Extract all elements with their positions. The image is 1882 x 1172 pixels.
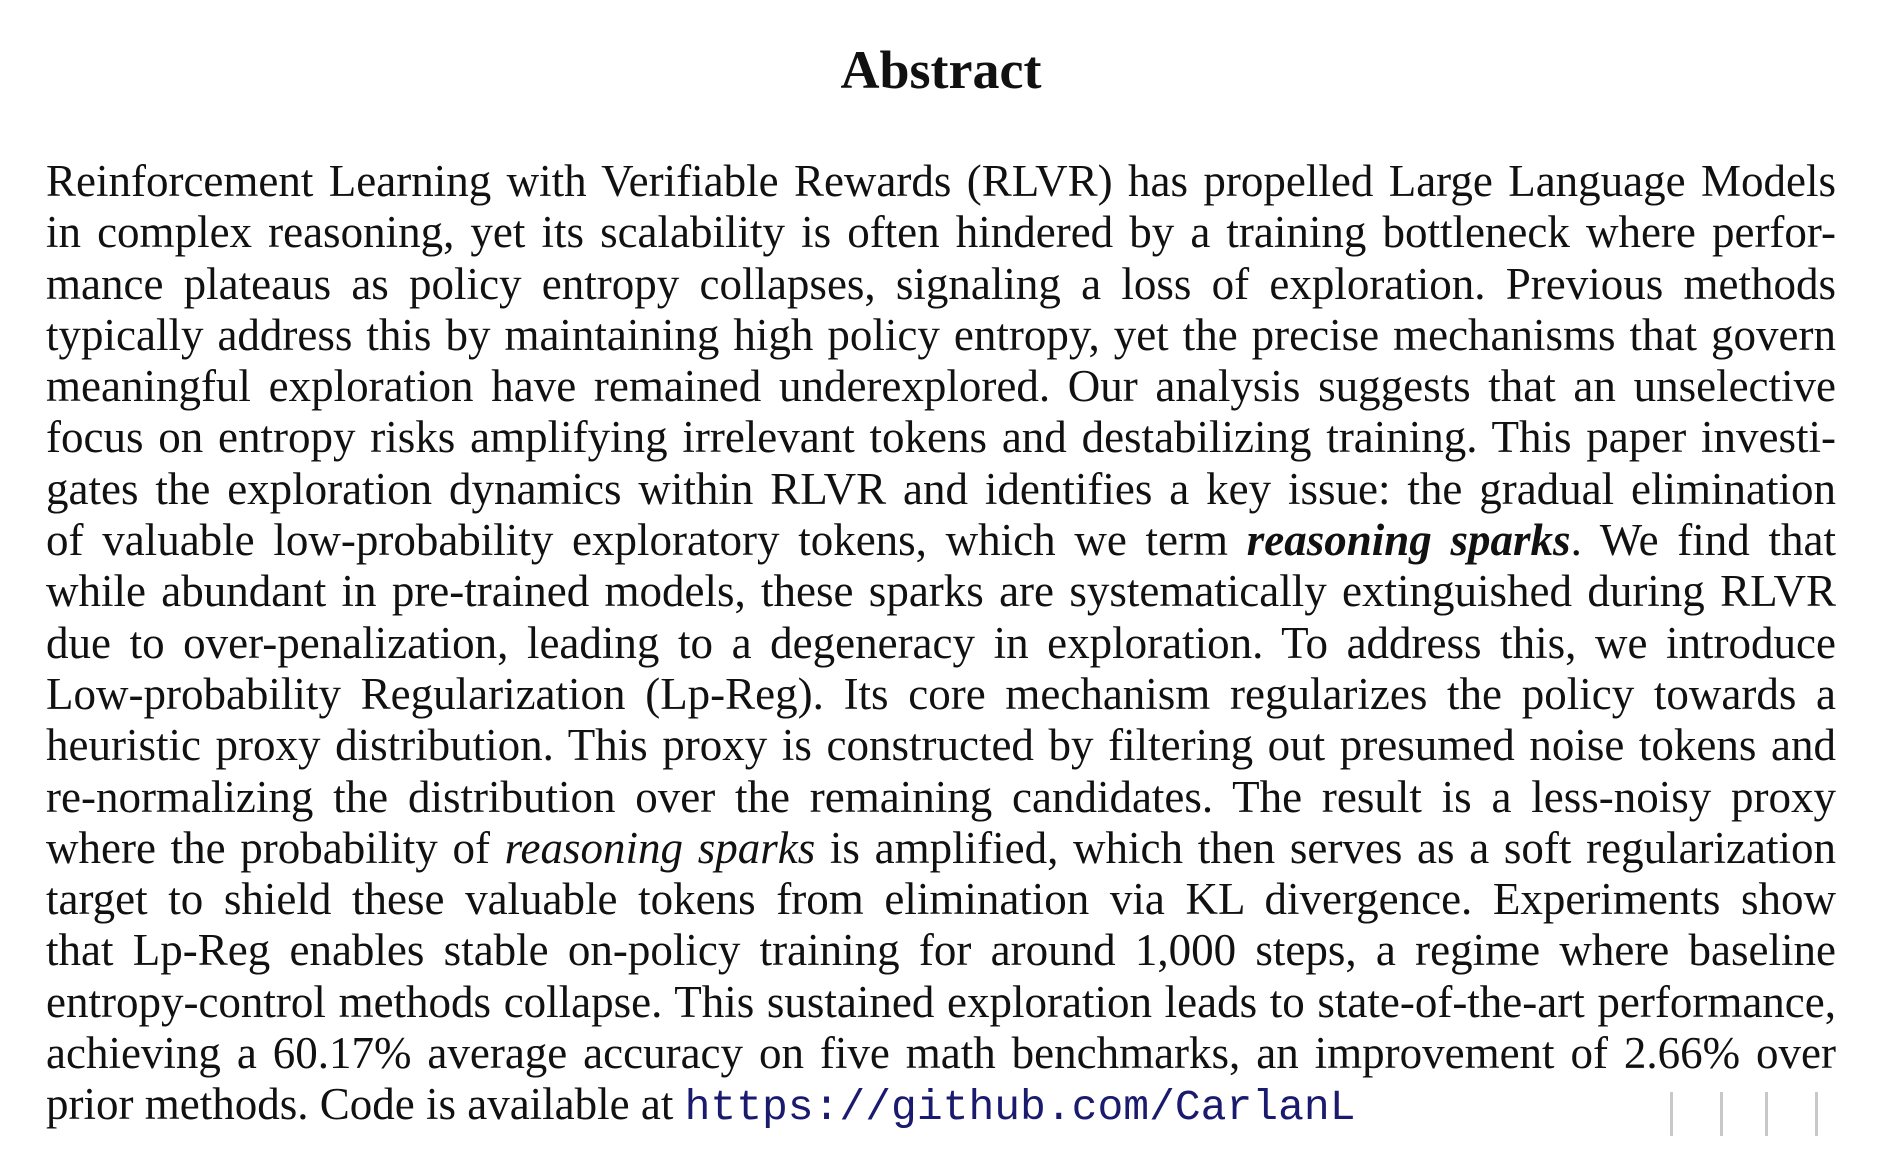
italic-term: reasoning sparks [504,822,816,873]
abstract-line: that Lp-Reg enables stable on-policy training for around 1,000 steps, a regime where baseline [46,925,1836,976]
abstract-line [46,823,1836,874]
abstract-line: Low-probability Regularization (Lp-Reg). Its core mechanism regularizes the policy towards a [46,668,1836,719]
abstract-line: focus on entropy risks amplifying irrelevant tokens and destabilizing training. This paper investi- [46,412,1836,463]
abstract-line: re-normalizing the distribution over the remaining candidates. The result is a less-noisy proxy [46,771,1836,822]
abstract-line: due to over-penalization, leading to a degeneracy in exploration. To address this, we introduce [46,617,1836,668]
abstract-body [46,156,1836,1131]
abstract-line: entropy-control methods collapse. This sustained exploration leads to state-of-the-art performance, [46,976,1836,1027]
line-text: . We find that [1570,515,1837,566]
abstract-line: achieving a 60.17% average accuracy on five math benchmarks, an improvement of 2.66% over [46,1028,1836,1079]
line-text: of valuable low-probability exploratory tokens, which we term [46,515,1247,566]
line-text: prior methods. Code is available at [46,1079,685,1130]
abstract-line [46,1079,1836,1133]
abstract-line: typically address this by maintaining high policy entropy, yet the precise mechanisms that govern [46,309,1836,360]
line-text: is amplified, which then serves as a soft regularization [815,822,1836,873]
abstract-line: mance plateaus as policy entropy collapses, signaling a loss of exploration. Previous methods [46,258,1836,309]
abstract-line: gates the exploration dynamics within RLVR and identifies a key issue: the gradual elimination [46,463,1836,514]
abstract-line: heuristic proxy distribution. This proxy is constructed by filtering out presumed noise tokens and [46,720,1836,771]
abstract-heading: Abstract [840,40,1042,100]
abstract-line: meaningful exploration have remained underexplored. Our analysis suggests that an unselective [46,361,1836,412]
abstract-line: Reinforcement Learning with Verifiable Rewards (RLVR) has propelled Large Language Models [46,156,1836,206]
abstract-line: target to shield these valuable tokens from elimination via KL divergence. Experiments show [46,874,1836,925]
line-text: where the probability of [46,822,505,873]
abstract-line: in complex reasoning, yet its scalability is often hindered by a training bottleneck where perfor- [46,207,1836,258]
abstract-line [46,515,1836,566]
code-url-link[interactable]: https://github.com/CarlanL [684,1083,1356,1133]
abstract-line: while abundant in pre-trained models, these sparks are systematically extinguished during RLVR [46,566,1836,617]
emphasized-term: reasoning sparks [1246,515,1571,566]
